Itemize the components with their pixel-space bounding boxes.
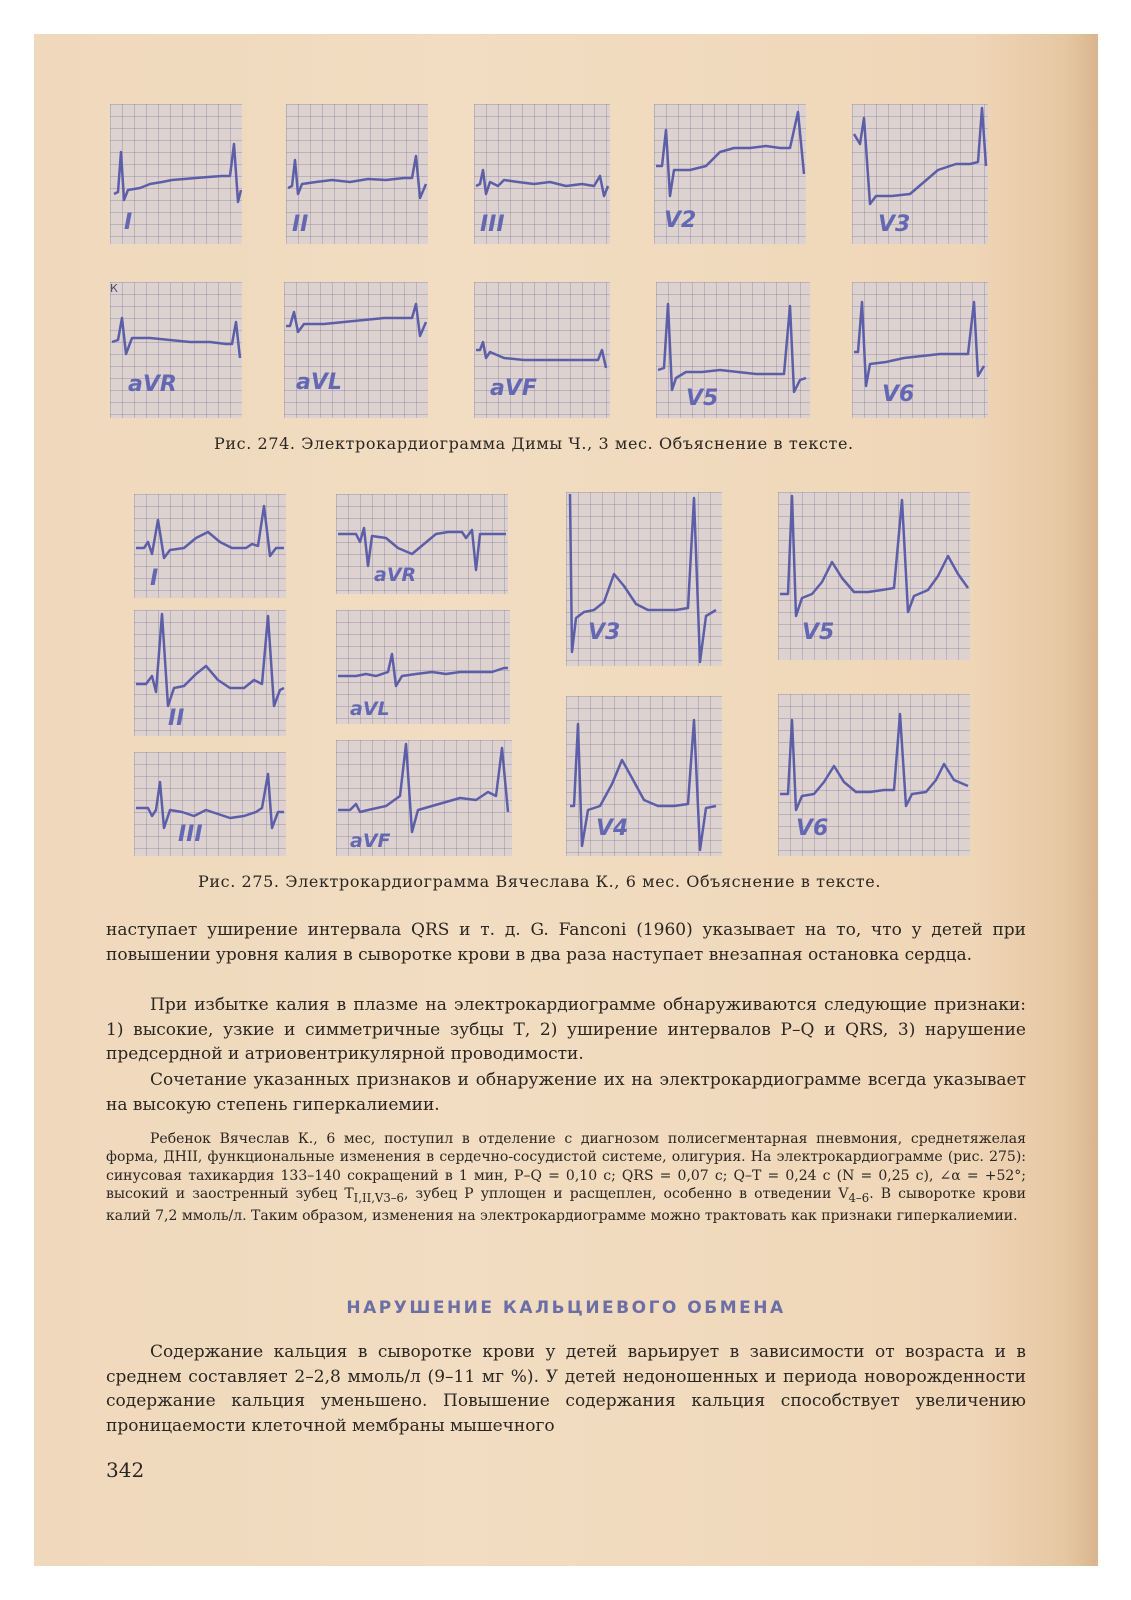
ecg-trace <box>852 282 988 418</box>
lead-label: I <box>124 210 133 235</box>
lead-label: aVR <box>128 372 177 397</box>
lead-label: aVL <box>296 370 342 395</box>
lead-label: V6 <box>882 382 915 407</box>
paragraph-3: Сочетание указанных признаков и обнаружение их на электрокардиограмме всегда указывает на высокую степень гиперкалиемии. <box>106 1070 1026 1115</box>
lead-label: aVF <box>490 376 537 401</box>
figure-275-caption: Рис. 275. Электрокардиограмма Вячеслава К., 6 мес. Объяснение в тексте. <box>198 872 882 891</box>
ecg-275-lead-iii <box>134 752 286 856</box>
ecg-274-lead-avr <box>110 282 242 418</box>
ecg-trace <box>134 610 286 736</box>
lead-label: V5 <box>686 386 719 411</box>
case-text-1: Ребенок Вячеслав К., 6 мес, поступил в отделение с диагнозом полисегментарная пневмония, среднетяжелая форма, ДНII, функциональные изменения в сердечно-сосудистой системе, олигурия. На электрокардиограмме (рис. 275): синусовая тахикардия 133–140 сокращений в 1 мин, Р–Q = 0,10 с; QRS = 0,07 с; Q–T = 0,24 с (N = 0,25 с), ∠α = +52°; высокий и заостренный зубец Т <box>106 1131 1026 1203</box>
ecg-275-lead-avr <box>336 494 508 594</box>
lead-label: aVR <box>374 564 417 586</box>
ecg-275-lead-ii <box>134 610 286 736</box>
ecg-274-lead-v3 <box>852 104 988 244</box>
paragraph-1: наступает уширение интервала QRS и т. д. G. Fanconi (1960) указывает на то, что у детей при повышении уровня калия в сыворотке крови в два раза наступает внезапная остановка сердца. <box>106 920 1026 965</box>
case-text-3: . В сыворотке крови калий 7,2 ммоль/л. Таким образом, изменения на электрокардиограмме можно трактовать как признаки гиперкалиемии. <box>106 1186 1026 1225</box>
ecg-274-lead-iii <box>474 104 610 244</box>
case-text-2: , зубец Р уплощен и расщеплен, особенно в отведении V <box>403 1186 849 1203</box>
paragraph-2: При избытке калия в плазме на электрокардиограмме обнаруживаются следующие признаки: 1) высокие, узкие и симметричные зубцы Т, 2) уширение интервалов Р–Q и QRS, 3) нарушение предсердной и атриовентрикулярной проводимости. <box>106 995 1026 1065</box>
ecg-275-lead-i <box>134 494 286 598</box>
lead-label: aVL <box>350 698 390 720</box>
ecg-trace <box>852 104 988 244</box>
section-heading: НАРУШЕНИЕ КАЛЬЦИЕВОГО ОБМЕНА <box>346 1298 786 1318</box>
ecg-274-lead-v2 <box>654 104 806 244</box>
ecg-274-lead-avf <box>474 282 610 418</box>
ecg-275-lead-v5 <box>778 492 970 660</box>
panel-marker: К <box>110 282 118 295</box>
ecg-trace <box>284 282 428 418</box>
figure-274-caption: Рис. 274. Электрокардиограмма Димы Ч., 3 мес. Объяснение в тексте. <box>214 434 854 453</box>
ecg-trace <box>336 494 508 594</box>
ecg-275-lead-avf <box>336 740 512 856</box>
lead-label: II <box>292 212 309 237</box>
ecg-trace <box>134 752 286 856</box>
ecg-274-lead-v5 <box>656 282 810 418</box>
case-report <box>106 1130 1026 1226</box>
ecg-274-lead-i <box>110 104 242 244</box>
paragraph-4: Содержание кальция в сыворотке крови у детей варьирует в зависимости от возраста и в среднем составляет 2–2,8 ммоль/л (9–11 мг %). У детей недоношенных и периода новорожденности содержание кальция уменьшено. Повышение содержания кальция способствует увеличению проницаемости клеточной мембраны мышечного <box>106 1342 1026 1436</box>
lead-label: V3 <box>588 620 621 645</box>
lead-label: III <box>480 212 505 237</box>
ecg-trace <box>656 282 810 418</box>
ecg-trace <box>566 696 722 856</box>
ecg-trace <box>110 282 242 418</box>
lead-label: II <box>168 706 185 731</box>
lead-label: V6 <box>796 816 829 841</box>
ecg-274-lead-ii <box>286 104 428 244</box>
ecg-275-lead-v3 <box>566 492 722 666</box>
lead-label: aVF <box>350 830 391 852</box>
subscript-v-leads: 4–6 <box>848 1191 870 1206</box>
ecg-275-lead-avl <box>336 610 510 724</box>
lead-label: V3 <box>878 212 911 237</box>
page-number: 342 <box>106 1458 145 1482</box>
lead-label: V2 <box>664 208 697 233</box>
lead-label: V4 <box>596 816 629 841</box>
subscript-leads: I,II,V3–6 <box>353 1191 404 1206</box>
ecg-275-lead-v6 <box>778 694 970 856</box>
lead-label: V5 <box>802 620 835 645</box>
lead-label: I <box>150 566 159 591</box>
ecg-274-lead-v6 <box>852 282 988 418</box>
lead-label: III <box>178 822 203 847</box>
ecg-275-lead-v4 <box>566 696 722 856</box>
ecg-274-lead-avl <box>284 282 428 418</box>
